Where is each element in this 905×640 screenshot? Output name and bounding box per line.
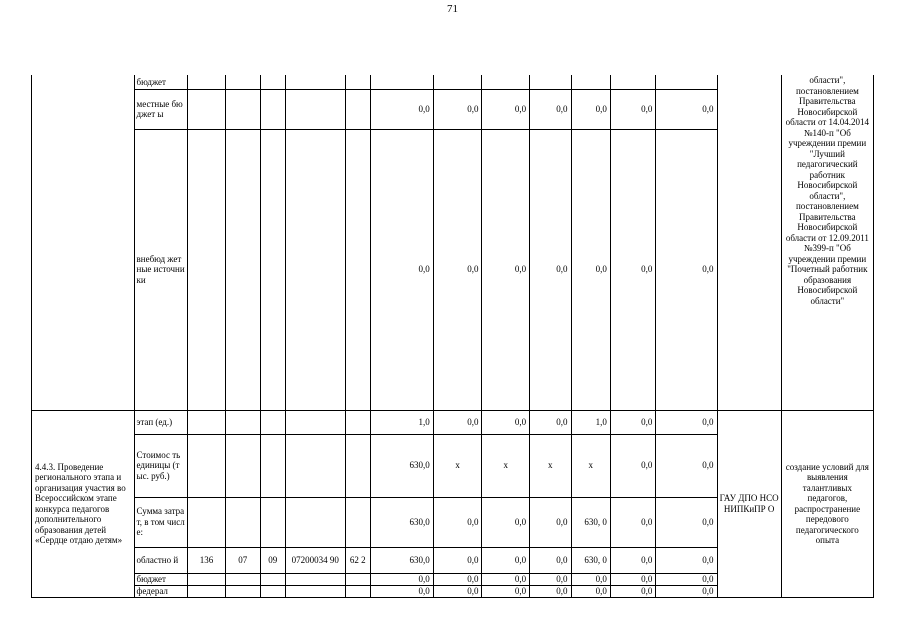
value-cell: 0,0 <box>530 547 571 573</box>
task-title: 4.4.3. Проведение регионального этапа и организация участия во Всероссийском этапе конкурса педагогов дополнительного образования детей «Сердце отдаю детям» <box>32 410 135 597</box>
empty-task-cell <box>32 75 135 410</box>
value-cell: х <box>530 434 571 497</box>
table-row <box>32 75 874 89</box>
row-label: Сумма затрат, в том числе: <box>134 497 188 547</box>
value-cell: 0,0 <box>571 89 610 129</box>
table-row <box>32 410 874 434</box>
value-cell: 0,0 <box>610 89 656 129</box>
value-cell: 0,0 <box>433 585 482 597</box>
value-cell: 0,0 <box>482 410 530 434</box>
value-cell: 0,0 <box>433 129 482 410</box>
value-cell: 630,0 <box>370 547 433 573</box>
value-cell: х <box>571 434 610 497</box>
value-cell: 0,0 <box>482 129 530 410</box>
grbs-code: 136 <box>188 547 225 573</box>
value-cell: 0,0 <box>482 547 530 573</box>
value-cell: 0,0 <box>656 497 717 547</box>
value-cell: 0,0 <box>656 547 717 573</box>
row-label: областно й <box>134 547 188 573</box>
value-cell: 0,0 <box>482 573 530 585</box>
value-cell: 630, 0 <box>571 497 610 547</box>
value-cell: 0,0 <box>370 129 433 410</box>
value-cell: х <box>433 434 482 497</box>
value-cell: 0,0 <box>482 497 530 547</box>
executor-cell <box>717 75 781 410</box>
row-label: бюджет <box>134 75 188 89</box>
value-cell: 630,0 <box>370 497 433 547</box>
value-cell: 0,0 <box>571 573 610 585</box>
value-cell: 0,0 <box>433 410 482 434</box>
vr-code: 62 2 <box>345 547 370 573</box>
value-cell: 0,0 <box>433 547 482 573</box>
value-cell: 0,0 <box>433 573 482 585</box>
value-cell: х <box>482 434 530 497</box>
value-cell: 0,0 <box>370 573 433 585</box>
value-cell: 0,0 <box>610 434 656 497</box>
value-cell: 0,0 <box>433 89 482 129</box>
value-cell: 0,0 <box>610 129 656 410</box>
value-cell: 0,0 <box>656 585 717 597</box>
csr-code: 07200034 90 <box>285 547 345 573</box>
executor: ГАУ ДПО НСО НИПКиПР О <box>717 410 781 597</box>
budget-table <box>31 75 874 598</box>
row-label: местные бюджет ы <box>134 89 188 129</box>
value-cell: 0,0 <box>530 573 571 585</box>
value-cell: 0,0 <box>530 410 571 434</box>
value-cell: 1,0 <box>370 410 433 434</box>
row-label: бюджет <box>134 573 188 585</box>
value-cell: 0,0 <box>656 89 717 129</box>
value-cell: 0,0 <box>530 585 571 597</box>
value-cell: 630,0 <box>370 434 433 497</box>
expected-result: создание условий для выявления талантливых педагогов, распространение передового педагогического опыта <box>781 410 873 597</box>
value-cell: 1,0 <box>571 410 610 434</box>
value-cell: 0,0 <box>571 129 610 410</box>
value-cell: 0,0 <box>656 410 717 434</box>
value-cell: 0,0 <box>530 89 571 129</box>
result-note: области", постановлением Правительства Новосибирской области от 14.04.2014 №140-п "Об учреждении премии "Лучший педагогический работник Новосибирской области", постановлением Правительства Новосибирской области от 12.09.2011 №399-п "Об учреждении премии "Почетный работник образования Новосибирской области" <box>781 75 873 410</box>
value-cell: 0,0 <box>610 497 656 547</box>
value-cell: 0,0 <box>610 410 656 434</box>
value-cell: 0,0 <box>482 89 530 129</box>
pr-code: 09 <box>260 547 285 573</box>
value-cell: 0,0 <box>656 573 717 585</box>
rz-code: 07 <box>225 547 260 573</box>
value-cell: 0,0 <box>530 497 571 547</box>
value-cell: 0,0 <box>571 585 610 597</box>
row-label: этап (ед.) <box>134 410 188 434</box>
value-cell: 630, 0 <box>571 547 610 573</box>
value-cell: 0,0 <box>370 585 433 597</box>
value-cell: 0,0 <box>530 129 571 410</box>
row-label: Стоимос ть единицы (тыс. руб.) <box>134 434 188 497</box>
value-cell: 0,0 <box>610 585 656 597</box>
value-cell: 0,0 <box>610 547 656 573</box>
value-cell: 0,0 <box>656 434 717 497</box>
page-number: 71 <box>447 3 458 15</box>
value-cell: 0,0 <box>656 129 717 410</box>
row-label: федерал <box>134 585 188 597</box>
value-cell: 0,0 <box>370 89 433 129</box>
value-cell: 0,0 <box>482 585 530 597</box>
value-cell: 0,0 <box>433 497 482 547</box>
row-label: внебюд жетные источни ки <box>134 129 188 410</box>
value-cell: 0,0 <box>610 573 656 585</box>
